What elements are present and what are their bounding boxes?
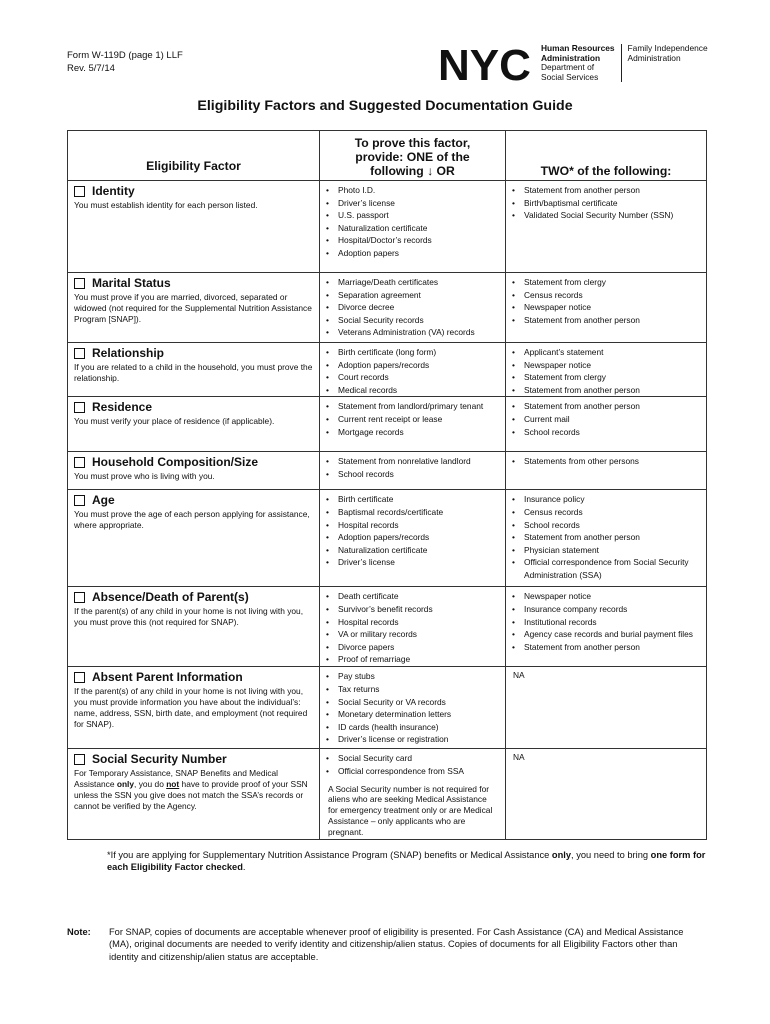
list-item: • Veterans Administration (VA) records (338, 326, 501, 339)
table-row (68, 667, 707, 749)
list-item: • Current mail (524, 413, 702, 426)
list-item: • Medical records (338, 384, 501, 397)
two-of-cell (506, 749, 707, 840)
list-item: • Statement from landlord/primary tenant (338, 400, 501, 413)
list-item: • ID cards (health insurance) (338, 721, 501, 734)
agency-line-3: Department of (541, 62, 595, 73)
division-name (628, 44, 708, 63)
one-of-cell (320, 452, 506, 490)
nyc-hra-logo (438, 44, 708, 84)
list-item: • Official correspondence from Social Security Administration (SSA) (524, 556, 702, 581)
list-item: • Birth certificate (long form) (338, 346, 501, 359)
factor-cell (68, 273, 320, 343)
description-part: only (116, 779, 135, 790)
factor-heading (74, 455, 313, 469)
table-row (68, 397, 707, 452)
checkbox[interactable] (74, 592, 85, 603)
two-of-cell (506, 181, 707, 273)
list-item: • School records (524, 519, 702, 532)
header-or: OR (436, 164, 455, 178)
list-item: • Birth/baptismal certificate (524, 197, 702, 210)
factor-cell (68, 343, 320, 397)
one-of-cell (320, 181, 506, 273)
ssn-note: A Social Security number is not required for aliens who are seeking Medical Assistance for emergency treatment only or are Medical Assistance – only applicants who are pregnant. (328, 783, 493, 837)
eligibility-table (67, 130, 707, 840)
table-header-row (68, 131, 707, 181)
list-item: • Baptismal records/certificate (338, 506, 501, 519)
header-one-line-1: To prove this factor, (354, 136, 471, 150)
one-of-cell (320, 343, 506, 397)
factor-heading (74, 346, 313, 360)
two-of-list (506, 343, 706, 396)
two-of-list (506, 490, 706, 581)
document-title: Eligibility Factors and Suggested Documentation Guide (197, 98, 573, 114)
factor-label: Age (92, 493, 115, 508)
one-of-list (320, 343, 505, 396)
factor-label: Marital Status (92, 276, 171, 290)
one-of-cell (320, 749, 506, 840)
list-item: • Official correspondence from SSA (338, 765, 501, 778)
list-item: • Driver’s license or registration (338, 733, 501, 746)
footnote-text-2: , you need to bring (571, 850, 651, 860)
factor-cell (68, 667, 320, 749)
form-revision: Rev. 5/7/14 (67, 63, 115, 74)
agency-line-4: Social Services (541, 71, 599, 82)
list-item: • Adoption papers/records (338, 359, 501, 372)
list-item: • Hospital records (338, 616, 501, 629)
list-item: • Statement from another person (524, 531, 702, 544)
one-of-list (320, 667, 505, 746)
list-item: • Newspaper notice (524, 359, 702, 372)
two-of-cell (506, 343, 707, 397)
factor-description: If the parent(s) of any child in your home is not living with you, you must provide information you have about the individual’s: name, address, SSN, birth date, and employment (not required for SNAP). (74, 686, 308, 729)
list-item: • Statement from another person (524, 184, 702, 197)
one-of-cell (320, 490, 506, 587)
factor-heading (74, 276, 313, 290)
table-row (68, 490, 707, 587)
list-item: • Statement from another person (524, 400, 702, 413)
list-item: • Census records (524, 506, 702, 519)
two-of-list (506, 587, 706, 653)
factor-label: Absence/Death of Parent(s) (92, 590, 249, 605)
factor-description (74, 768, 313, 811)
checkbox[interactable] (74, 186, 85, 197)
list-item: • School records (524, 426, 702, 439)
factor-description: If the parent(s) of any child in your home is not living with you, you must prove this (not required for SNAP). (74, 606, 304, 628)
table-row (68, 587, 707, 667)
list-item: • Statement from nonrelative landlord (338, 455, 501, 468)
list-item: • Newspaper notice (524, 301, 702, 314)
one-of-list (320, 273, 505, 339)
table-row (68, 749, 707, 840)
one-of-list (320, 397, 505, 438)
list-item: • Hospital/Doctor’s records (338, 234, 501, 247)
logo-divider (621, 44, 622, 82)
factor-description: You must prove the age of each person applying for assistance, where appropriate. (74, 509, 310, 531)
one-of-list (320, 452, 505, 480)
factor-heading (74, 184, 313, 198)
footnote-text-1: *If you are applying for Supplementary Nutrition Assistance Program (SNAP) benefits or Medical Assistance (107, 850, 552, 860)
note-text: For SNAP, copies of documents are acceptable whenever proof of eligibility is presented. For Cash Assistance (CA) and Medical Assistance (MA), original documents are needed to verify identity and citizenship/alien status. Copies of documents for all Eligibility Factors other than identity and citizenship/alien status are acceptable. (109, 927, 684, 962)
division-line-1: Family Independence (627, 43, 708, 53)
header-one-of-following (320, 131, 506, 181)
note-label: Note: (67, 927, 91, 937)
list-item: • Monetary determination letters (338, 708, 501, 721)
factor-heading (74, 590, 313, 604)
list-item: • Separation agreement (338, 289, 501, 302)
list-item: • Insurance policy (524, 493, 702, 506)
list-item: • Social Security card (338, 752, 501, 765)
header-eligibility-factor: Eligibility Factor (68, 131, 320, 181)
factor-heading (74, 400, 313, 414)
checkbox[interactable] (74, 348, 85, 359)
list-item: • Statement from another person (524, 641, 702, 654)
list-item: • Naturalization certificate (338, 544, 501, 557)
footnote-only: only (551, 850, 572, 860)
two-of-cell (506, 273, 707, 343)
list-item: • Marriage/Death certificates (338, 276, 501, 289)
footnote-bold: one form for each Eligibility Factor checked (107, 850, 706, 873)
factor-label: Social Security Number (92, 752, 227, 767)
list-item: • Survivor’s benefit records (338, 603, 501, 616)
factor-label: Residence (92, 400, 153, 415)
one-of-cell (320, 667, 506, 749)
one-of-list (320, 490, 505, 569)
list-item: • Driver’s license (338, 556, 501, 569)
list-item: • School records (338, 468, 501, 481)
table-row (68, 452, 707, 490)
list-item: • Statement from clergy (524, 276, 702, 289)
not-applicable: NA (513, 670, 525, 681)
header-two-of-following: TWO* of the following: (506, 131, 707, 181)
factor-heading (74, 670, 313, 684)
two-of-cell (506, 587, 707, 667)
table-body (68, 181, 707, 840)
list-item: • Birth certificate (338, 493, 501, 506)
one-of-list (320, 749, 505, 777)
list-item: • Adoption papers/records (338, 531, 501, 544)
arrow-down-icon: ↓ (427, 164, 434, 178)
checkbox[interactable] (74, 754, 85, 765)
list-item: • Current rent receipt or lease (338, 413, 501, 426)
not-applicable: NA (513, 752, 525, 763)
list-item: • Proof of remarriage (338, 653, 501, 666)
two-of-list (506, 452, 706, 468)
list-item: • Hospital records (338, 519, 501, 532)
header-one-following: following (370, 164, 424, 178)
factor-label: Household Composition/Size (92, 455, 259, 470)
list-item: • Mortgage records (338, 426, 501, 439)
one-of-list (320, 181, 505, 260)
list-item: • Census records (524, 289, 702, 302)
list-item: • Institutional records (524, 616, 702, 629)
list-item: • Divorce decree (338, 301, 501, 314)
division-line-2: Administration (627, 52, 681, 63)
agency-line-1: Human Resources (541, 43, 615, 53)
list-item: • Statement from another person (524, 314, 702, 327)
list-item: • Physician statement (524, 544, 702, 557)
description-part: have to provide proof of your SSN unless the SSN you give does not match the SSA’s records or cannot be verified by the Agency. (74, 779, 308, 811)
list-item: • Driver’s license (338, 197, 501, 210)
two-of-cell (506, 490, 707, 587)
list-item: • Social Security or VA records (338, 696, 501, 709)
two-of-cell (506, 397, 707, 452)
header-one-line-3 (320, 164, 505, 178)
list-item: • Divorce papers (338, 641, 501, 654)
one-of-cell (320, 587, 506, 667)
table-row (68, 273, 707, 343)
list-item: • Agency case records and burial payment files (524, 628, 702, 641)
one-of-cell (320, 273, 506, 343)
nyc-logo-text: NYC (438, 44, 531, 84)
one-of-cell (320, 397, 506, 452)
factor-cell (68, 490, 320, 587)
two-of-cell (506, 667, 707, 749)
two-of-list (506, 273, 706, 326)
factor-cell (68, 749, 320, 840)
factor-heading (74, 752, 313, 766)
checkbox[interactable] (74, 457, 85, 468)
factor-cell (68, 181, 320, 273)
factor-cell (68, 587, 320, 667)
checkbox[interactable] (74, 402, 85, 413)
factor-label: Relationship (92, 346, 165, 360)
form-number: Form W-119D (page 1) LLF (67, 50, 183, 61)
list-item: • Statement from another person (524, 384, 702, 397)
list-item: • Photo I.D. (338, 184, 501, 197)
list-item: • U.S. passport (338, 209, 501, 222)
checkbox[interactable] (74, 495, 85, 506)
two-of-cell (506, 452, 707, 490)
description-part: , you do (134, 779, 167, 790)
footnote (107, 849, 707, 874)
list-item: • Tax returns (338, 683, 501, 696)
list-item: • Death certificate (338, 590, 501, 603)
list-item: • Social Security records (338, 314, 501, 327)
list-item: • VA or military records (338, 628, 501, 641)
list-item: • Validated Social Security Number (SSN) (524, 209, 702, 222)
one-of-list (320, 587, 505, 666)
factor-cell (68, 452, 320, 490)
list-item: • Statement from clergy (524, 371, 702, 384)
description-part: For Temporary Assistance, SNAP Benefits and Medical Assistance (74, 768, 279, 790)
checkbox[interactable] (74, 278, 85, 289)
list-item: • Court records (338, 371, 501, 384)
factor-label: Absent Parent Information (92, 670, 243, 685)
list-item: • Naturalization certificate (338, 222, 501, 235)
footnote-text-3: . (242, 862, 246, 873)
description-part: not (166, 779, 180, 790)
checkbox[interactable] (74, 672, 85, 683)
form-identifier (67, 49, 183, 75)
list-item: • Statements from other persons (524, 455, 702, 468)
factor-description: You must verify your place of residence (if applicable). (74, 416, 275, 427)
list-item: • Newspaper notice (524, 590, 702, 603)
list-item: • Applicant’s statement (524, 346, 702, 359)
factor-cell (68, 397, 320, 452)
header-one-line-2: provide: ONE of the (355, 150, 470, 164)
factor-description: You must establish identity for each person listed. (74, 200, 258, 210)
agency-name (541, 44, 615, 82)
factor-label: Identity (92, 184, 135, 198)
nyc-logo (438, 44, 533, 84)
note (67, 926, 707, 963)
two-of-list (506, 397, 706, 438)
list-item: • Insurance company records (524, 603, 702, 616)
two-of-list (506, 181, 706, 222)
table-row (68, 343, 707, 397)
list-item: • Adoption papers (338, 247, 501, 260)
factor-description: You must prove if you are married, divorced, separated or widowed (not required for the Supplemental Nutrition Assistance Program [SNAP]). (74, 292, 312, 324)
table-row (68, 181, 707, 273)
factor-description: If you are related to a child in the household, you must prove the relationship. (74, 362, 313, 383)
factor-heading (74, 493, 313, 507)
factor-description: You must prove who is living with you. (74, 471, 215, 482)
agency-line-2: Administration (541, 52, 601, 63)
list-item: • Pay stubs (338, 670, 501, 683)
